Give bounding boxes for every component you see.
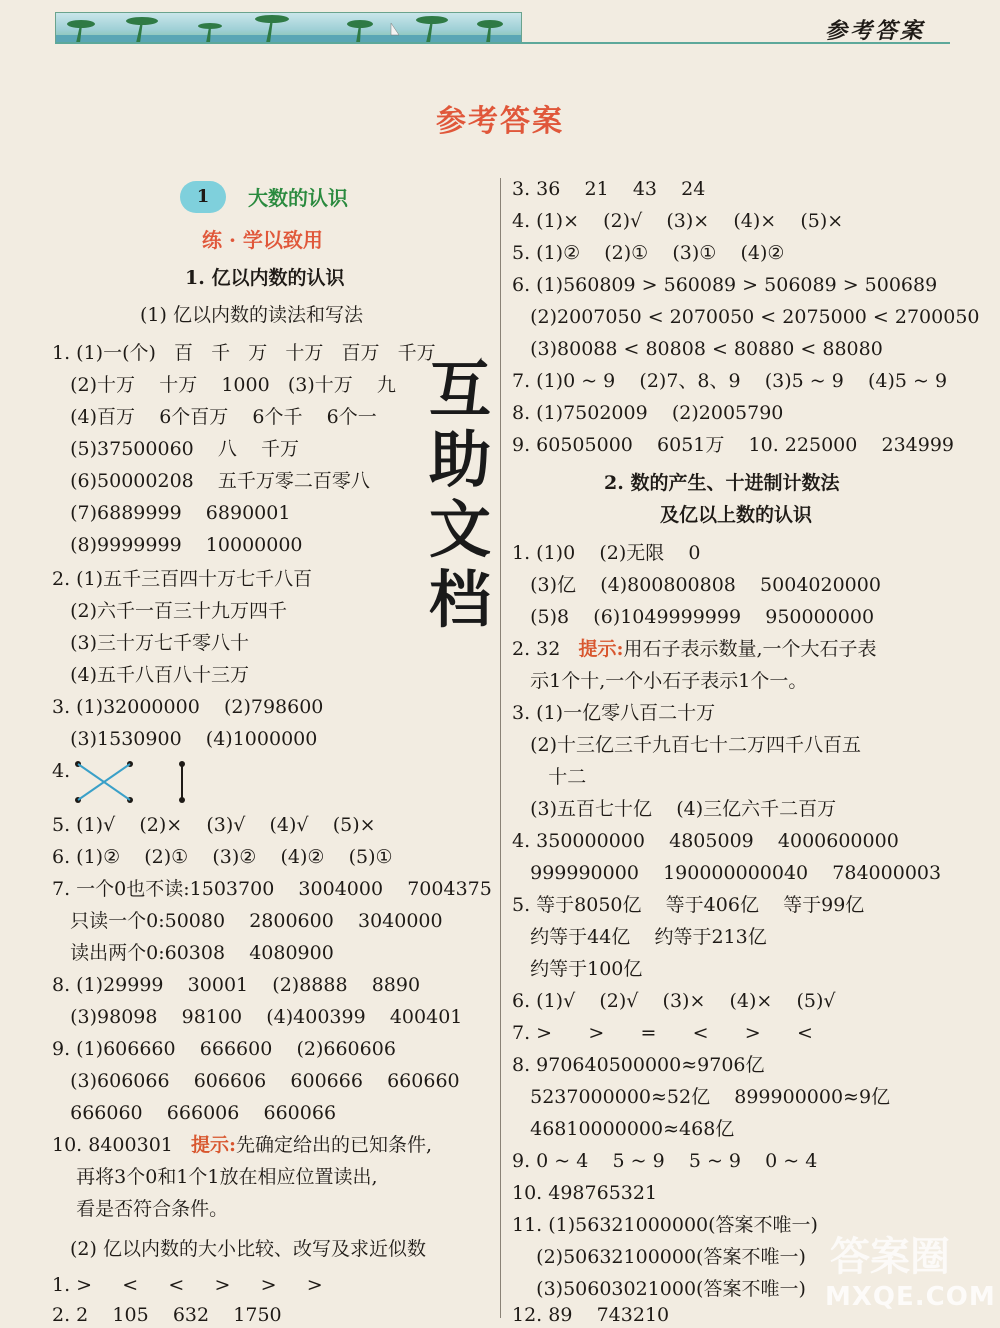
unit-title: 大数的认识 (248, 186, 348, 210)
answer-line: 9. 0 ~ 4 5 ~ 9 5 ~ 9 0 ~ 4 (512, 1150, 818, 1172)
answer-line: 10. 498765321 (512, 1182, 658, 1204)
answer-line: 7. 一个0也不读:1503700 3004000 7004375 (52, 878, 492, 900)
answer-line: (3)80088 < 80808 < 80880 < 88080 (512, 338, 883, 360)
answer-line: 6. (1)√ (2)√ (3)× (4)× (5)√ (512, 990, 836, 1012)
answer-line: 5. 等于8050亿 等于406亿 等于99亿 (512, 894, 865, 916)
answer-line: 4. 350000000 4805009 4000600000 (512, 830, 899, 852)
answer-line: (2)2007050 < 2070050 < 2075000 < 2700050 (512, 306, 980, 328)
answer-line: 5. (1)② (2)① (3)① (4)② (512, 242, 785, 264)
answer-line: 4. (1)× (2)√ (3)× (4)× (5)× (512, 210, 844, 232)
answer-line-with-hint (512, 636, 877, 662)
answer-line: 8. (1)29999 30001 (2)8888 8890 (52, 974, 421, 996)
answer-line: 11. (1)56321000000(答案不唯一) (512, 1214, 818, 1236)
subsection-title: 1. 亿以内数的认识 (185, 267, 345, 289)
watermark-logo: 答案圈 (830, 1234, 950, 1280)
answer-line: 8. 970640500000≈9706亿 (512, 1054, 765, 1076)
answer-line: 读出两个0:60308 4080900 (52, 942, 334, 964)
matching-lines-diagram (72, 758, 202, 806)
hint-text: 用石子表示数量,一个大石子表 (623, 638, 877, 660)
answer-line: (3)三十万七千零八十 (52, 632, 250, 654)
answer-line: 666060 666006 660066 (52, 1102, 337, 1124)
hint-label: 提示: (578, 638, 624, 660)
answer-line: (3)606066 606606 600666 660660 (52, 1070, 460, 1092)
answer-line: (5)8 (6)1049999999 950000000 (512, 606, 875, 628)
answer-line: 约等于100亿 (512, 958, 643, 980)
answer-line: (2)十三亿三千九百七十二万四千八百五 (512, 734, 862, 756)
answer-line: 7. (1)0 ~ 9 (2)7、8、9 (3)5 ~ 9 (4)5 ~ 9 (512, 370, 948, 392)
answer-line: 1. (1)0 (2)无限 0 (512, 542, 701, 564)
answer-line: (3)50603021000(答案不唯一) (512, 1278, 806, 1300)
palm-trees-icon (56, 13, 521, 43)
answer-line: (6)50000208 五千万零二百零八 (52, 470, 370, 492)
answer-text: 10. 8400301 (52, 1134, 191, 1156)
answer-line: 2. 2 105 632 1750 (52, 1304, 282, 1326)
answer-line: 7. > > = < > < (512, 1022, 813, 1044)
answer-line: (2)50632100000(答案不唯一) (512, 1246, 806, 1268)
answer-line: (4)百万 6个百万 6个千 6个一 (52, 406, 377, 428)
answer-line: (3)98098 98100 (4)400399 400401 (52, 1006, 463, 1028)
answer-line: 2. (1)五千三百四十万七千八百 (52, 568, 313, 590)
answer-line-with-hint (52, 1132, 432, 1158)
handwritten-annotation: 互助文档 (428, 353, 491, 636)
hint-text: 先确定给出的已知条件, (236, 1134, 433, 1156)
answer-line: 4. (52, 760, 71, 782)
unit-number-badge: 1 (180, 181, 226, 213)
subsection-subtitle: (2) 亿以内数的大小比较、改写及求近似数 (70, 1238, 426, 1260)
answer-line: 999990000 190000000040 784000003 (512, 862, 942, 884)
answer-line: (3)亿 (4)800800808 5004020000 (512, 574, 881, 596)
answer-line: 8. (1)7502009 (2)2005790 (512, 402, 784, 424)
answer-line: 6. (1)② (2)① (3)② (4)② (5)① (52, 846, 393, 868)
answer-line: 3. (1)32000000 (2)798600 (52, 696, 324, 718)
answer-line: 只读一个0:50080 2800600 3040000 (52, 910, 443, 932)
column-divider (500, 178, 501, 1318)
page-title: 参考答案 (436, 104, 564, 139)
answer-line: (8)9999999 10000000 (52, 534, 303, 556)
hint-label: 提示: (191, 1134, 237, 1156)
answer-line: 3. 36 21 43 24 (512, 178, 706, 200)
answer-line: 约等于44亿 约等于213亿 (512, 926, 767, 948)
answer-line: 十二 (512, 766, 587, 788)
answer-line: (2)六千一百三十九万四千 (52, 600, 288, 622)
subsection-subtitle: (1) 亿以内数的读法和写法 (140, 304, 363, 326)
answer-line: 12. 89 743210 (512, 1304, 670, 1326)
answer-line: 示1个十,一个小石子表示1个一。 (512, 670, 808, 692)
answer-line: 46810000000≈468亿 (512, 1118, 735, 1140)
answer-line: 再将3个0和1个1放在相应位置读出, (52, 1166, 378, 1188)
subsection-title: 2. 数的产生、十进制计数法 (604, 472, 840, 494)
answer-text: 2. 32 (512, 638, 579, 660)
answer-line: (7)6889999 6890001 (52, 502, 291, 524)
answer-line: (3)1530900 (4)1000000 (52, 728, 318, 750)
answer-line: 3. (1)一亿零八百二十万 (512, 702, 716, 724)
answer-line: (2)十万 十万 1000 (3)十万 九 (52, 374, 396, 396)
answer-line: 1. > < < > > > (52, 1274, 323, 1296)
answer-line: 5237000000≈52亿 899900000≈9亿 (512, 1086, 891, 1108)
header-title: 参考答案 (824, 18, 925, 44)
watermark-url: MXQE.COM (825, 1282, 996, 1312)
answer-line: 6. (1)560809 > 560089 > 506089 > 500689 (512, 274, 938, 296)
subsection-title: 及亿以上数的认识 (660, 504, 813, 526)
section-title: 练 · 学以致用 (202, 228, 323, 252)
header-banner-illustration (55, 12, 522, 44)
answer-line: 看是否符合条件。 (52, 1198, 229, 1220)
answer-line: 9. (1)606660 666600 (2)660606 (52, 1038, 396, 1060)
answer-line: 9. 60505000 6051万 10. 225000 234999 (512, 434, 955, 456)
answer-line: (3)五百七十亿 (4)三亿六千二百万 (512, 798, 837, 820)
answer-line: (5)37500060 八 千万 (52, 438, 300, 460)
answer-line: 1. (1)一(个) 百 千 万 十万 百万 千万 (52, 342, 436, 364)
answer-line: 5. (1)√ (2)× (3)√ (4)√ (5)× (52, 814, 376, 836)
answer-line: (4)五千八百八十三万 (52, 664, 250, 686)
